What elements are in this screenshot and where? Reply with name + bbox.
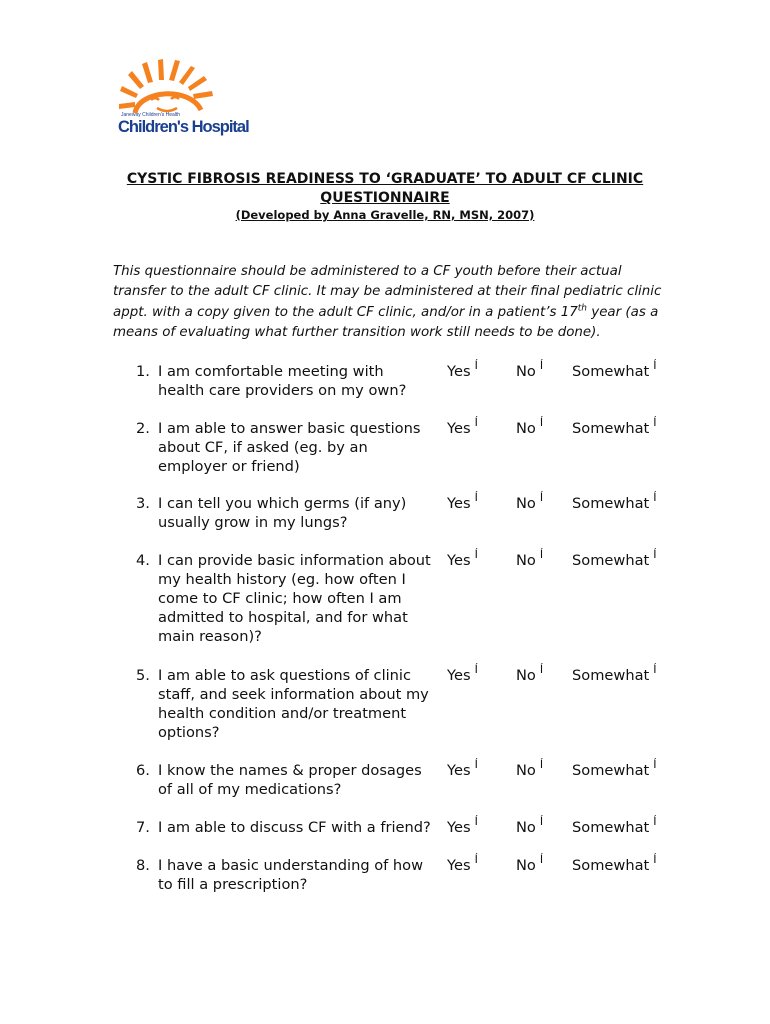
option-somewhat-label: Somewhat	[572, 420, 650, 437]
question-text: I am comfortable meeting with health care providers on my own?	[158, 363, 407, 399]
option-no-label: No	[516, 363, 536, 380]
option-yes-label: Yes	[447, 667, 471, 684]
checkbox-icon[interactable]: Í	[539, 491, 544, 504]
question-text: I can provide basic information about my health history (eg. how often I come to CF clinic; how often I am admitted to hospital, and for what main reason)?	[158, 552, 431, 645]
option-no[interactable]	[516, 758, 544, 781]
checkbox-icon[interactable]: Í	[539, 663, 544, 676]
question-number: 4.	[136, 552, 150, 569]
checkbox-icon[interactable]: Í	[653, 853, 657, 866]
option-no-label: No	[516, 857, 536, 874]
option-yes-label: Yes	[447, 819, 471, 836]
option-somewhat[interactable]	[572, 853, 657, 876]
sun-logo-icon	[113, 58, 243, 118]
option-yes-label: Yes	[447, 552, 471, 569]
option-no-label: No	[516, 420, 536, 437]
checkbox-icon[interactable]: Í	[539, 853, 544, 866]
option-no-label: No	[516, 667, 536, 684]
option-somewhat[interactable]	[572, 758, 657, 781]
checkbox-icon[interactable]: Í	[539, 548, 544, 561]
option-no[interactable]	[516, 853, 544, 876]
checkbox-icon[interactable]: Í	[474, 758, 478, 771]
option-yes[interactable]	[447, 491, 478, 514]
option-somewhat-label: Somewhat	[572, 495, 650, 512]
option-yes[interactable]	[447, 359, 478, 382]
checkbox-icon[interactable]: Í	[653, 758, 657, 771]
question-number: 7.	[136, 819, 150, 836]
page-title	[100, 170, 670, 208]
question-number: 6.	[136, 762, 150, 779]
option-somewhat[interactable]	[572, 359, 657, 382]
checkbox-icon[interactable]: Í	[539, 758, 544, 771]
checkbox-icon[interactable]: Í	[653, 491, 657, 504]
option-no-label: No	[516, 552, 536, 569]
intro-text-1: This questionnaire should be administered to a CF youth before their actual transfer to the adult CF clinic. It may be administered at their final pediatric clinic appt. with a copy given to the adult CF clinic, and/or in a patient’s 17	[113, 264, 662, 320]
checkbox-icon[interactable]: Í	[474, 853, 478, 866]
option-yes-label: Yes	[447, 495, 471, 512]
checkbox-icon[interactable]: Í	[539, 416, 544, 429]
option-yes[interactable]	[447, 416, 478, 439]
option-yes[interactable]	[447, 853, 478, 876]
checkbox-icon[interactable]: Í	[653, 548, 657, 561]
option-no[interactable]	[516, 663, 544, 686]
option-yes-label: Yes	[447, 762, 471, 779]
option-somewhat[interactable]	[572, 663, 657, 686]
option-no[interactable]	[516, 359, 544, 382]
option-somewhat-label: Somewhat	[572, 819, 650, 836]
checkbox-icon[interactable]: Í	[474, 416, 478, 429]
question-text: I can tell you which germs (if any) usually grow in my lungs?	[158, 495, 407, 531]
option-no-label: No	[516, 762, 536, 779]
option-somewhat-label: Somewhat	[572, 363, 650, 380]
option-no[interactable]	[516, 491, 544, 514]
option-yes-label: Yes	[447, 857, 471, 874]
option-somewhat[interactable]	[572, 815, 657, 838]
question-text: I am able to answer basic questions about CF, if asked (eg. by an employer or friend)	[158, 420, 421, 475]
option-no[interactable]	[516, 548, 544, 571]
option-yes[interactable]	[447, 548, 478, 571]
question-number: 8.	[136, 857, 150, 874]
checkbox-icon[interactable]: Í	[653, 416, 657, 429]
hospital-logo	[113, 58, 249, 142]
intro-sup: th	[577, 303, 588, 314]
option-no-label: No	[516, 819, 536, 836]
question-number: 2.	[136, 420, 150, 437]
question-number: 1.	[136, 363, 150, 380]
question-text: I am able to discuss CF with a friend?	[158, 819, 431, 836]
question-text: I have a basic understanding of how to fill a prescription?	[158, 857, 424, 893]
option-yes-label: Yes	[447, 363, 471, 380]
checkbox-icon[interactable]: Í	[653, 815, 657, 828]
option-somewhat-label: Somewhat	[572, 857, 650, 874]
title-line-1: CYSTIC FIBROSIS READINESS TO ‘GRADUATE’ TO ADULT CF CLINIC	[126, 171, 644, 187]
checkbox-icon[interactable]: Í	[474, 663, 478, 676]
checkbox-icon[interactable]: Í	[474, 548, 478, 561]
option-somewhat-label: Somewhat	[572, 762, 650, 779]
question-text: I know the names & proper dosages of all of my medications?	[158, 762, 422, 798]
option-no[interactable]	[516, 815, 544, 838]
option-no[interactable]	[516, 416, 544, 439]
option-somewhat[interactable]	[572, 491, 657, 514]
checkbox-icon[interactable]: Í	[539, 815, 544, 828]
logo-subtext: Janeway Children's Health	[121, 112, 181, 118]
checkbox-icon[interactable]: Í	[653, 663, 657, 676]
checkbox-icon[interactable]: Í	[474, 359, 478, 372]
option-yes[interactable]	[447, 758, 478, 781]
option-yes[interactable]	[447, 663, 478, 686]
option-somewhat[interactable]	[572, 416, 657, 439]
option-no-label: No	[516, 495, 536, 512]
option-somewhat-label: Somewhat	[572, 552, 650, 569]
intro-text-2: year (as a means of evaluating what further transition work still needs to be done).	[113, 304, 659, 340]
option-yes-label: Yes	[447, 420, 471, 437]
title-line-2: QUESTIONNAIRE	[320, 190, 450, 206]
option-yes[interactable]	[447, 815, 478, 838]
page-subtitle: (Developed by Anna Gravelle, RN, MSN, 2007)	[235, 208, 535, 222]
checkbox-icon[interactable]: Í	[474, 815, 478, 828]
option-somewhat[interactable]	[572, 548, 657, 571]
intro-paragraph	[113, 262, 673, 343]
checkbox-icon[interactable]: Í	[539, 359, 544, 372]
question-number: 5.	[136, 667, 150, 684]
checkbox-icon[interactable]: Í	[474, 491, 478, 504]
question-number: 3.	[136, 495, 150, 512]
option-somewhat-label: Somewhat	[572, 667, 650, 684]
logo-name: Children's Hospital	[118, 118, 249, 136]
question-text: I am able to ask questions of clinic staff, and seek information about my health condition and/or treatment options?	[158, 667, 429, 741]
sun-rays	[119, 59, 213, 109]
checkbox-icon[interactable]: Í	[653, 359, 657, 372]
